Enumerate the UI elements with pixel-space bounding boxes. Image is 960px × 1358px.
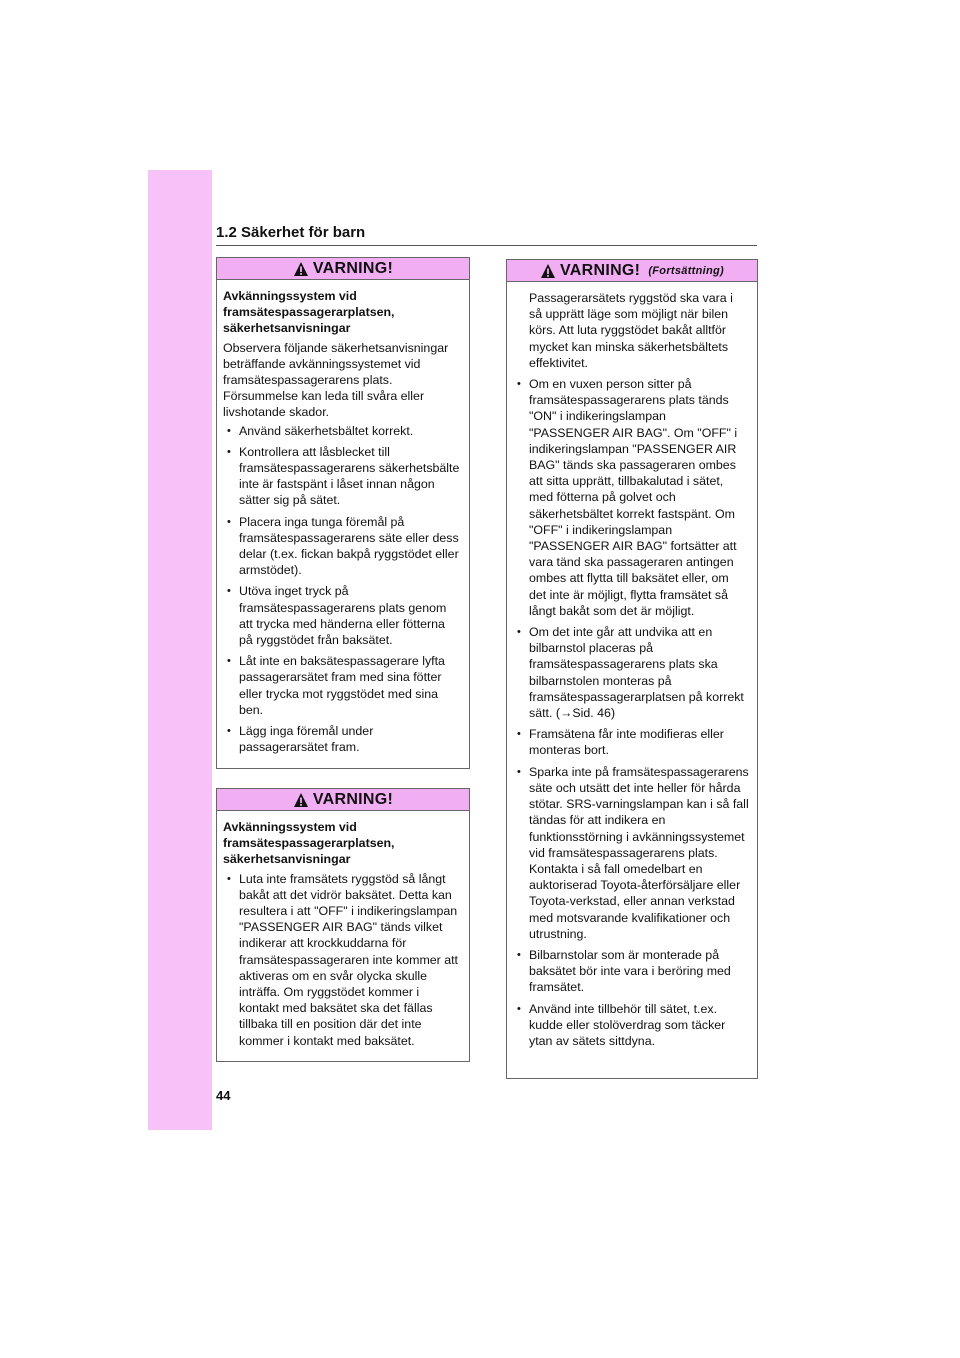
section-header: 1.2 Säkerhet för barn bbox=[216, 224, 757, 246]
list-item: • Låt inte en baksätespassagerare lyfta passagerarsätet fram med sina fötter eller trycka mot ryggstödet med sina ben. bbox=[223, 653, 461, 718]
list-item: • Använd säkerhetsbältet korrekt. bbox=[223, 423, 461, 439]
list-item: • Luta inte framsätets ryggstöd så långt bakåt att det vidrör baksätet. Detta kan resultera i att "OFF" i indikeringslampan "PASSENGER AIR BAG" tänds vilket indikerar att krockkuddarna för framsätespassageraren inte kommer att aktiveras om en svår olycka skulle inträffa. Om ryggstödet kommer i kontakt med baksätet ska det fällas tillbaka till en position där det inte kommer i kontakt med baksätet. bbox=[223, 871, 461, 1049]
list-item: • Framsätena får inte modifieras eller monteras bort. bbox=[513, 726, 749, 758]
warning-box-2 bbox=[216, 788, 470, 1062]
continuation-label: (Fortsättning) bbox=[648, 264, 724, 277]
chapter-tab-sidebar bbox=[148, 170, 212, 1130]
list-item: • Sparka inte på framsätespassagerarens säte och utsätt det inte heller för hårda stötar. SRS-varningslampan kan i så fall tändas för att indikera en funktionsstörning i avkänningssystemet vid framsätespassagerarens plats. Kontakta i så fall omedelbart en auktoriserad Toyota-återförsäljare eller Toyota-verkstad, eller annan verkstad med motsvarande kvalifikationer och utrustning. bbox=[513, 764, 749, 942]
warning-header bbox=[507, 260, 757, 282]
list-item: • Kontrollera att låsblecket till framsätespassagerarens säkerhetsbälte inte är fastspänt i låset innan någon sätter sig på sätet. bbox=[223, 444, 461, 509]
list-item: • Bilbarnstolar som är monterade på baksätet bör inte vara i beröring med framsätet. bbox=[513, 947, 749, 996]
list-item: • Om det inte går att undvika att en bilbarnstol placeras på framsätespassagerarens plats ska bilbarnstolen monteras på framsätespassagerarplatsen på korrekt sätt. (→Sid. 46) bbox=[513, 624, 749, 721]
warning-title: VARNING! bbox=[312, 790, 394, 808]
warning-triangle-icon bbox=[293, 792, 309, 808]
warning-title: VARNING! bbox=[312, 259, 394, 277]
warning-box-1 bbox=[216, 257, 470, 769]
warning-intro: Observera följande säkerhetsanvisningar beträffande avkänningssystemet vid framsätespassagerarens plats. Försummelse kan leda till svåra eller livshotande skador. bbox=[223, 340, 449, 420]
warning-triangle-icon bbox=[293, 261, 309, 277]
warning-triangle-icon bbox=[540, 263, 556, 279]
continued-text: Passagerarsätets ryggstöd ska vara i så upprätt läge som möjligt när bilen körs. Att luta ryggstödet bakåt alltför mycket kan minska säkerhetsbältets effektivitet. bbox=[529, 291, 733, 370]
warning-heading: Avkänningssystem vid framsätespassagerarplatsen, säkerhetsanvisningar bbox=[223, 289, 395, 336]
warning-title: VARNING! bbox=[559, 261, 641, 279]
warning-box-3 bbox=[506, 259, 758, 1079]
list-item: • Använd inte tillbehör till sätet, t.ex. kudde eller stolöverdrag som täcker ytan av sätets sittdyna. bbox=[513, 1001, 749, 1050]
warning-header bbox=[217, 789, 469, 811]
list-item: • Lägg inga föremål under passagerarsätet fram. bbox=[223, 723, 461, 755]
warning-header bbox=[217, 258, 469, 280]
list-item: • Om en vuxen person sitter på framsätespassagerarens plats tänds "ON" i indikeringslampan "PASSENGER AIR BAG". Om "OFF" i indikeringslampan "PASSENGER AIR BAG" tänds ska passageraren ombes att sitta upprätt, tillbakalutad i sätet, med fötterna på golvet och säkerhetsbältet korrekt fastspänt. Om "OFF" i indikeringslampan "PASSENGER AIR BAG" fortsätter att vara tänd ska passageraren antingen ombes att flytta till baksätet eller, om det inte är möjligt, flytta framsätet så långt bakåt som det är möjligt. bbox=[513, 376, 749, 619]
list-item: • Utöva inget tryck på framsätespassagerarens plats genom att trycka med händerna eller fötterna på ryggstödet från baksätet. bbox=[223, 583, 461, 648]
page-number: 44 bbox=[216, 1088, 231, 1103]
warning-heading: Avkänningssystem vid framsätespassagerarplatsen, säkerhetsanvisningar bbox=[223, 820, 395, 867]
list-item: • Placera inga tunga föremål på framsätespassagerarens säte eller dess delar (t.ex. fickan bakpå ryggstödet eller armstödet). bbox=[223, 514, 461, 579]
